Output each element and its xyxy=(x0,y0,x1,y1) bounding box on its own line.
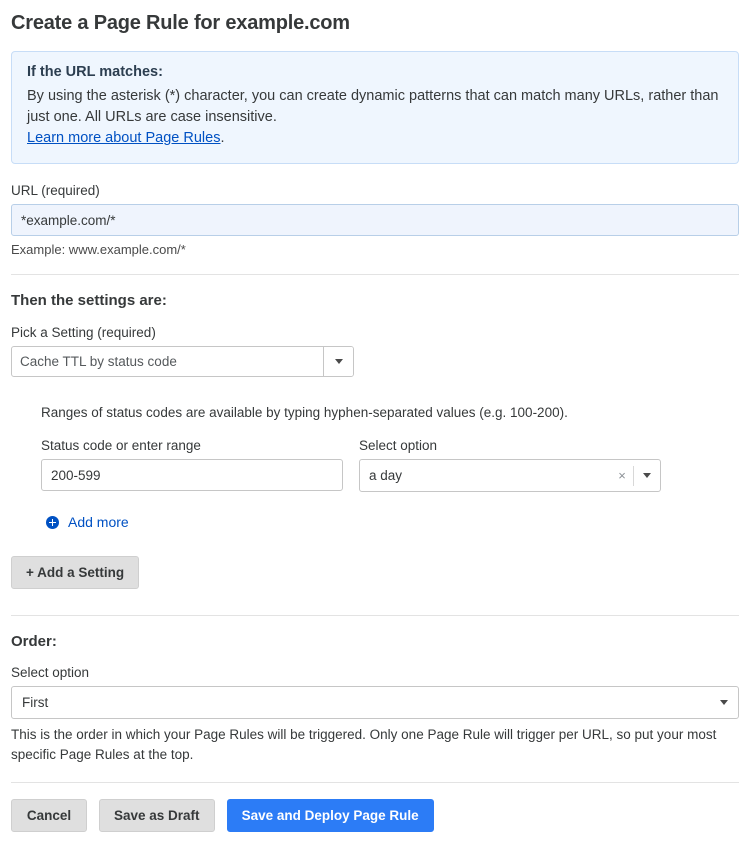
status-code-fields xyxy=(41,438,739,492)
url-match-callout xyxy=(11,51,739,164)
order-help-text: This is the order in which your Page Rules will be triggered. Only one Page Rule will trigger per URL, so put your most specific Page Rules at the top. xyxy=(11,727,717,762)
setting-picker-select[interactable] xyxy=(11,346,354,377)
divider-order xyxy=(11,615,739,616)
callout-body xyxy=(27,86,723,149)
chevron-down-icon xyxy=(720,700,728,705)
order-section-title: Order: xyxy=(11,633,57,651)
add-more-label: Add more xyxy=(68,514,129,531)
cache-ttl-detail xyxy=(41,405,739,530)
add-a-setting-button[interactable]: + Add a Setting xyxy=(11,556,139,589)
ttl-option-select[interactable] xyxy=(359,459,661,492)
form-actions xyxy=(11,799,739,832)
callout-body-text: By using the asterisk (*) character, you can create dynamic patterns that can match many URLs, rather than just one. All URLs are case insensitive. xyxy=(27,88,719,126)
order-select-label: Select option xyxy=(11,665,90,681)
add-more-button[interactable] xyxy=(46,514,739,530)
status-code-note: Ranges of status codes are available by typing hyphen-separated values (e.g. 100-200). xyxy=(41,405,568,421)
settings-section-title: Then the settings are: xyxy=(11,292,167,310)
cancel-button[interactable]: Cancel xyxy=(11,799,87,832)
status-code-input[interactable] xyxy=(41,459,343,491)
page-title: Create a Page Rule for example.com xyxy=(11,12,350,34)
learn-more-page-rules-link[interactable]: Learn more about Page Rules xyxy=(27,130,221,147)
callout-link-suffix: . xyxy=(220,130,225,147)
save-and-deploy-button[interactable]: Save and Deploy Page Rule xyxy=(227,799,434,832)
url-label: URL (required) xyxy=(11,183,100,199)
setting-picker-group xyxy=(11,325,739,377)
order-select-value: First xyxy=(22,695,49,711)
divider-footer xyxy=(11,782,739,783)
status-code-label: Status code or enter range xyxy=(41,438,201,454)
clear-icon[interactable]: × xyxy=(618,468,626,484)
ttl-option-label: Select option xyxy=(359,438,438,454)
callout-heading: If the URL matches: xyxy=(27,64,163,80)
url-field-group xyxy=(11,183,739,257)
status-code-group xyxy=(41,438,343,491)
divider-settings xyxy=(11,274,739,275)
ttl-option-value: a day xyxy=(369,468,403,484)
setting-picker-dropdown-button[interactable] xyxy=(323,347,353,376)
ttl-option-dropdown-button[interactable] xyxy=(634,473,660,478)
chevron-down-icon xyxy=(335,359,343,364)
url-input[interactable] xyxy=(11,204,739,236)
chevron-down-icon xyxy=(643,473,651,478)
save-as-draft-button[interactable]: Save as Draft xyxy=(99,799,215,832)
order-select[interactable] xyxy=(11,686,739,719)
ttl-option-group xyxy=(359,438,661,492)
setting-picker-label: Pick a Setting (required) xyxy=(11,325,156,341)
add-setting-wrap xyxy=(11,556,739,589)
url-help-text: Example: www.example.com/* xyxy=(11,242,186,258)
setting-picker-value: Cache TTL by status code xyxy=(20,354,177,370)
plus-circle-icon xyxy=(46,516,59,529)
